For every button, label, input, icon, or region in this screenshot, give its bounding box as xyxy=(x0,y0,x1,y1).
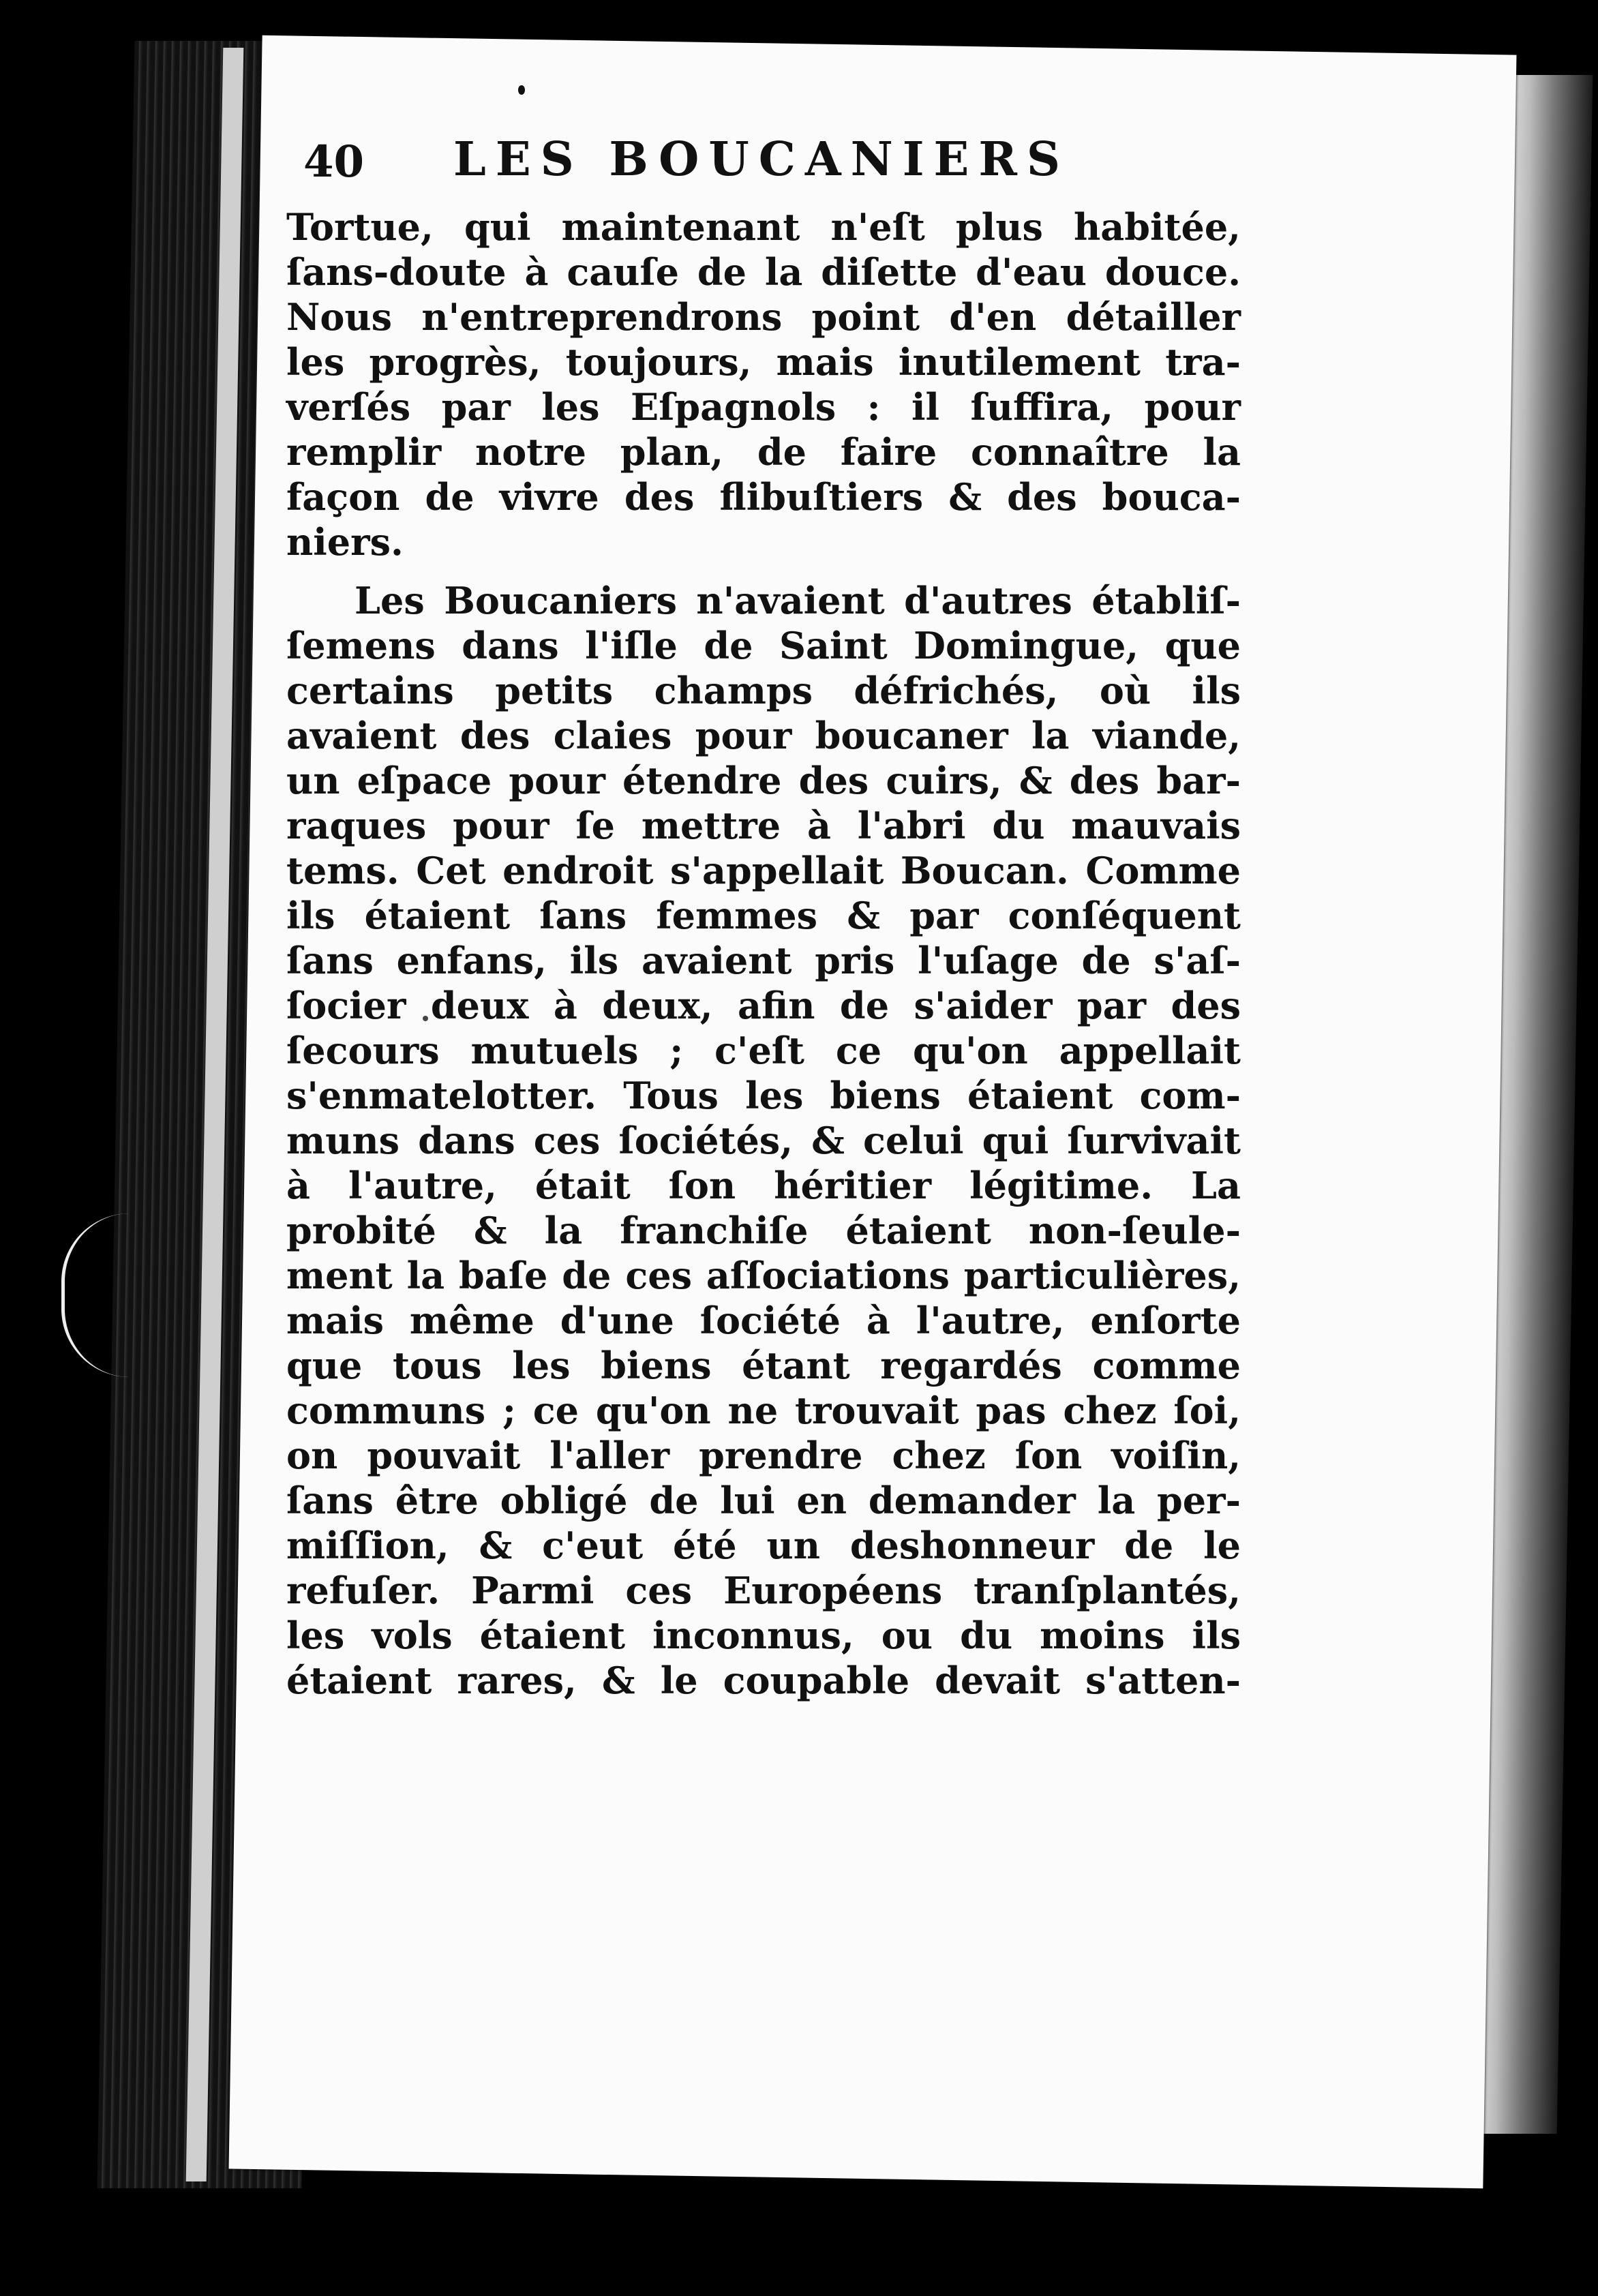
text-line: niers. xyxy=(286,520,404,564)
text-line: façon de vivre des flibuſtiers & des bouca- xyxy=(286,475,1241,519)
margin-mark xyxy=(61,1213,147,1377)
text-line: communs ; ce qu'on ne trouvait pas chez ſoi, xyxy=(286,1389,1241,1432)
paragraph-1 xyxy=(286,205,1241,564)
text-line: probité & la franchiſe étaient non-ſeule- xyxy=(286,1209,1241,1252)
text-line: on pouvait l'aller prendre chez ſon voiſin, xyxy=(286,1434,1241,1477)
text-line: les vols étaient inconnus, ou du moins ils xyxy=(286,1614,1241,1657)
text-line: que tous les biens étant regardés comme xyxy=(286,1344,1241,1387)
text-line: ment la baſe de ces aſſociations particulières, xyxy=(286,1254,1241,1297)
text-line: avaient des claies pour boucaner la viande, xyxy=(286,714,1241,757)
text-line: à l'autre, était ſon héritier légitime. La xyxy=(286,1164,1241,1207)
text-line: un eſpace pour étendre des cuirs, & des bar- xyxy=(286,759,1241,802)
text-line: ils étaient ſans femmes & par conſéquent xyxy=(286,894,1241,937)
text-line: ſocier deux à deux, afin de s'aider par des xyxy=(286,984,1241,1027)
text-line: mais même d'une ſociété à l'autre, enſorte xyxy=(286,1299,1241,1342)
paragraph-2 xyxy=(286,578,1241,1703)
text-line: miſſion, & c'eut été un deshonneur de le xyxy=(286,1524,1241,1567)
text-line: remplir notre plan, de faire connaître la xyxy=(286,430,1241,474)
running-head: LES BOUCANIERS xyxy=(453,132,1070,187)
text-line: ſemens dans l'iſle de Saint Domingue, que xyxy=(286,624,1241,667)
ink-speck xyxy=(518,85,525,95)
page-number: 40 xyxy=(303,136,365,187)
text-line: s'enmatelotter. Tous les biens étaient com- xyxy=(286,1074,1241,1117)
text-line: Tortue, qui maintenant n'eſt plus habitée, xyxy=(286,205,1241,249)
text-line: ſans être obligé de lui en demander la per- xyxy=(286,1479,1241,1522)
text-line: ſans-doute à cauſe de la diſette d'eau douce. xyxy=(286,250,1241,294)
text-line: Nous n'entreprendrons point d'en détailler xyxy=(286,295,1241,339)
text-line: Les Boucaniers n'avaient d'autres établiſ- xyxy=(355,579,1241,622)
text-line: certains petits champs défrichés, où ils xyxy=(286,669,1241,712)
text-line: ſecours mutuels ; c'eſt ce qu'on appellait xyxy=(286,1029,1241,1072)
text-line: les progrès, toujours, mais inutilement tra- xyxy=(286,340,1241,384)
text-line: étaient rares, & le coupable devait s'atten- xyxy=(286,1659,1241,1702)
text-line: raques pour ſe mettre à l'abri du mauvais xyxy=(286,804,1241,847)
text-line: tems. Cet endroit s'appellait Boucan. Comme xyxy=(286,849,1241,892)
text-line: ſans enfans, ils avaient pris l'uſage de s'aſ- xyxy=(286,939,1241,982)
body-text xyxy=(286,205,1241,1703)
text-line: muns dans ces ſociétés, & celui qui ſurvivait xyxy=(286,1119,1241,1162)
text-line: verſés par les Eſpagnols : il ſuffira, pour xyxy=(286,385,1241,429)
text-line: refuſer. Parmi ces Européens tranſplantés, xyxy=(286,1569,1241,1612)
